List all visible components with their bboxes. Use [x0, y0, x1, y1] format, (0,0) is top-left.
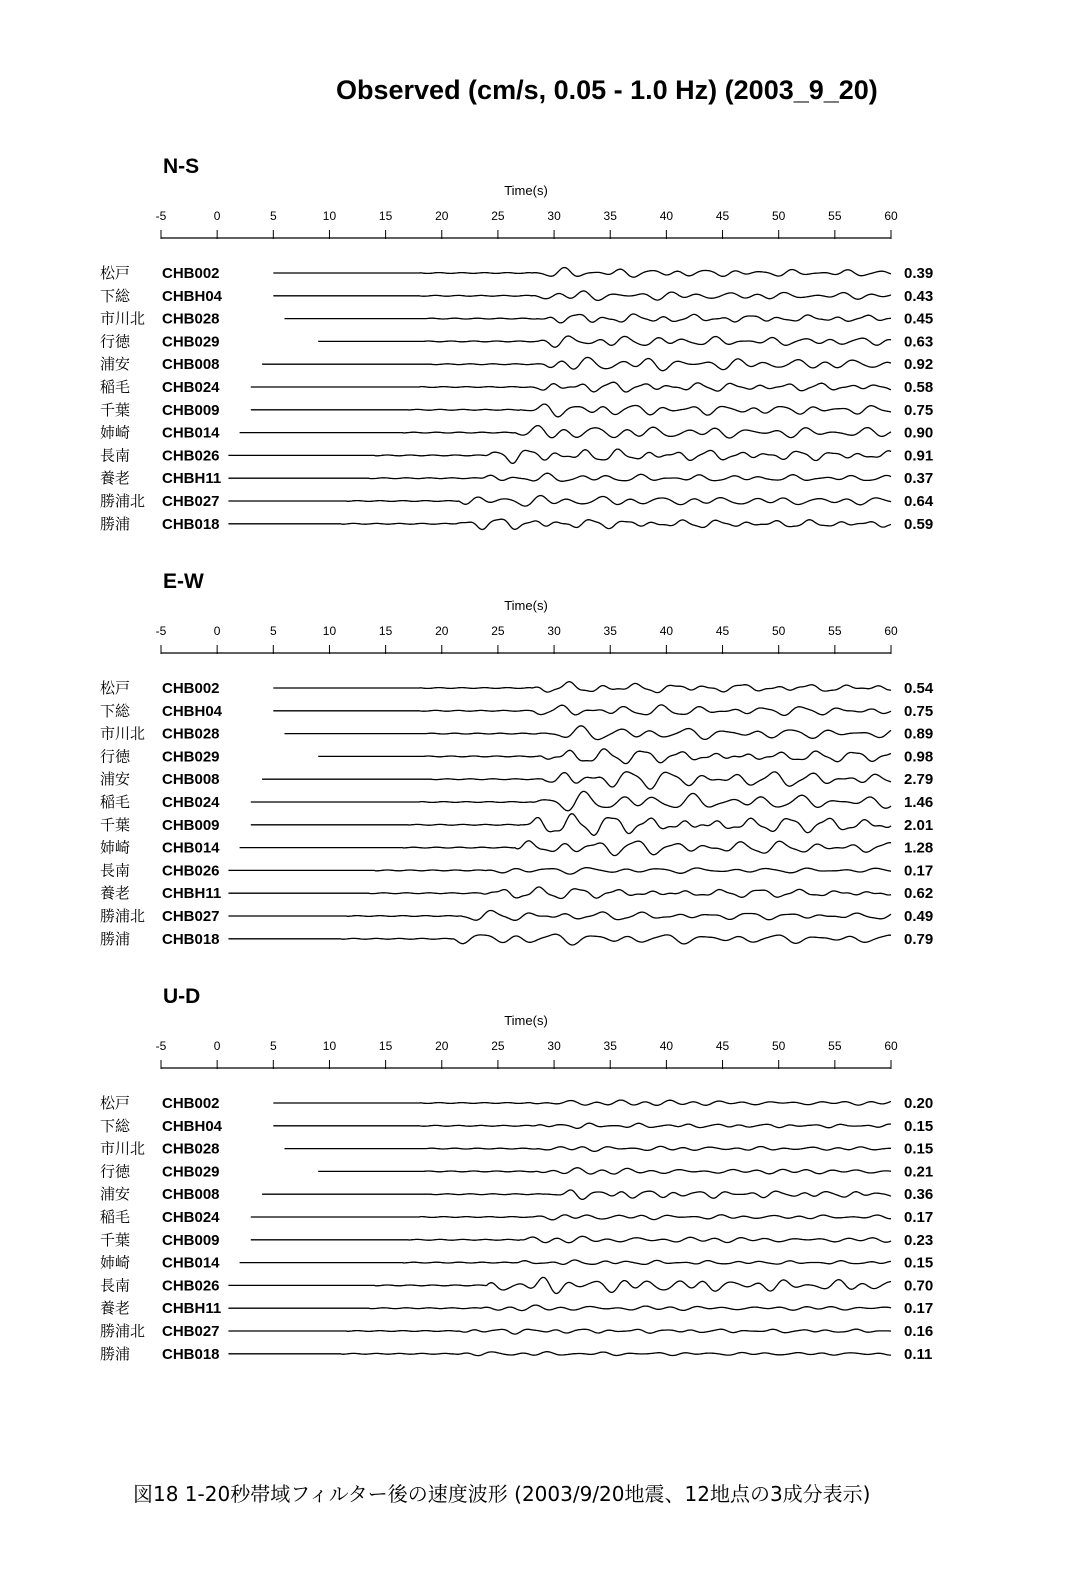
figure-caption: 図18 1-20秒帯域フィルター後の速度波形 (2003/9/20地震、12地点の3成分表示) [133, 1482, 871, 1506]
station-code: CHB002 [162, 265, 220, 282]
station-place: 松戸 [100, 680, 131, 697]
x-tick-label: 55 [828, 1039, 842, 1053]
station-code: CHB008 [162, 356, 220, 374]
station-code: CHB014 [162, 839, 220, 857]
station-code: CHB018 [162, 930, 220, 948]
station-code: CHB009 [162, 401, 220, 419]
peak-amplitude: 0.15 [904, 1254, 934, 1272]
waveform-trace [285, 726, 892, 740]
panel-u-d [100, 985, 933, 1363]
waveform-trace [240, 1260, 891, 1264]
peak-amplitude: 0.45 [904, 310, 934, 328]
waveform-trace [262, 772, 891, 789]
x-tick-label: -5 [155, 1039, 167, 1053]
station-place: 勝浦 [100, 930, 131, 948]
x-tick-label: 40 [659, 1039, 674, 1053]
station-code: CHB028 [162, 725, 220, 743]
x-tick-label: 50 [772, 209, 786, 223]
x-tick-label: 60 [884, 209, 898, 223]
station-place: 下総 [100, 702, 131, 720]
peak-amplitude: 0.59 [904, 515, 934, 533]
x-tick-label: 60 [884, 1039, 898, 1053]
station-place: 行徳 [100, 748, 131, 766]
station-code: CHB018 [162, 1345, 220, 1363]
peak-amplitude: 0.39 [904, 265, 934, 282]
x-tick-label: 30 [547, 209, 561, 223]
station-place: 浦安 [100, 356, 131, 374]
station-code: CHB027 [162, 1323, 220, 1340]
peak-amplitude: 0.36 [904, 1186, 934, 1204]
station-code: CHB029 [162, 1163, 220, 1181]
station-place: 浦安 [100, 1186, 131, 1204]
panel-label: U-D [163, 985, 201, 1008]
waveform-trace [240, 841, 891, 856]
station-place: 勝浦 [100, 1345, 131, 1363]
station-code: CHBH11 [162, 470, 222, 488]
waveform-trace [318, 749, 891, 764]
station-code: CHB009 [162, 816, 220, 834]
station-code: CHB008 [162, 771, 220, 789]
x-tick-label: 35 [603, 209, 617, 223]
x-tick-label: 25 [491, 1039, 505, 1053]
waveform-trace [228, 911, 891, 921]
waveform-trace [251, 1215, 891, 1220]
x-tick-label: -5 [155, 624, 167, 638]
station-place: 稲毛 [100, 794, 131, 811]
x-tick-label: 25 [491, 624, 505, 638]
x-axis-label: Time(s) [504, 1013, 548, 1028]
station-place: 行徳 [100, 333, 131, 351]
waveform-trace [262, 1190, 891, 1199]
station-place: 姉崎 [100, 424, 131, 442]
station-code: CHB008 [162, 1186, 220, 1204]
peak-amplitude: 0.20 [904, 1095, 934, 1112]
waveform-trace [273, 705, 891, 716]
peak-amplitude: 0.64 [904, 493, 934, 510]
waveform-trace [285, 314, 892, 323]
peak-amplitude: 0.23 [904, 1231, 934, 1249]
station-place: 養老 [100, 885, 131, 903]
station-code: CHB024 [162, 794, 220, 811]
peak-amplitude: 2.01 [904, 816, 934, 834]
peak-amplitude: 0.62 [904, 885, 934, 903]
station-place: 養老 [100, 1300, 131, 1318]
x-tick-label: 50 [772, 624, 786, 638]
x-tick-label: 5 [269, 209, 277, 223]
station-code: CHB014 [162, 1254, 220, 1272]
waveform-trace [273, 268, 891, 278]
peak-amplitude: 0.89 [904, 725, 934, 743]
peak-amplitude: 0.21 [904, 1163, 934, 1181]
station-code: CHBH04 [162, 702, 223, 720]
waveform-trace [228, 519, 891, 529]
waveform-trace [273, 1100, 891, 1105]
station-place: 市川北 [100, 725, 146, 743]
station-code: CHBH11 [162, 885, 222, 903]
panel-n-s [100, 155, 934, 533]
station-place: 勝浦北 [100, 1323, 146, 1340]
x-tick-label: 20 [435, 209, 449, 223]
x-tick-label: 35 [603, 624, 617, 638]
x-tick-label: 20 [435, 624, 449, 638]
waveform-trace [273, 1123, 891, 1128]
x-tick-label: 40 [659, 624, 674, 638]
waveform-trace [262, 357, 891, 370]
x-tick-label: 5 [269, 1039, 277, 1053]
x-tick-label: 45 [715, 1039, 730, 1053]
station-place: 姉崎 [100, 1254, 131, 1272]
station-place: 長南 [100, 1277, 131, 1295]
waveform-trace [228, 934, 891, 945]
waveform-trace [228, 1352, 891, 1356]
station-code: CHB009 [162, 1231, 220, 1249]
peak-amplitude: 0.15 [904, 1140, 934, 1158]
station-place: 浦安 [100, 771, 131, 789]
x-tick-label: 10 [322, 1039, 337, 1053]
x-tick-label: 45 [715, 209, 730, 223]
station-code: CHB024 [162, 1209, 220, 1226]
peak-amplitude: 0.15 [904, 1117, 934, 1135]
station-code: CHB029 [162, 333, 220, 351]
peak-amplitude: 0.98 [904, 748, 934, 766]
station-code: CHB028 [162, 310, 220, 328]
station-code: CHB014 [162, 424, 220, 442]
waveform-trace [228, 473, 891, 481]
waveform-trace [228, 496, 891, 507]
station-code: CHB029 [162, 748, 220, 766]
station-place: 養老 [100, 470, 131, 488]
waveform-trace [318, 336, 891, 347]
peak-amplitude: 1.46 [904, 794, 934, 811]
panel-label: N-S [163, 155, 200, 178]
peak-amplitude: 0.90 [904, 424, 934, 442]
peak-amplitude: 0.54 [904, 680, 934, 697]
station-place: 長南 [100, 447, 131, 465]
peak-amplitude: 1.28 [904, 839, 934, 857]
waveform-trace [285, 1146, 892, 1151]
station-place: 姉崎 [100, 839, 131, 857]
station-code: CHB026 [162, 1277, 220, 1295]
peak-amplitude: 0.17 [904, 862, 934, 880]
x-tick-label: 35 [603, 1039, 617, 1053]
waveform-trace [251, 404, 891, 417]
waveform-trace [251, 791, 891, 810]
peak-amplitude: 0.91 [904, 447, 934, 465]
peak-amplitude: 0.17 [904, 1300, 934, 1318]
x-tick-label: 55 [828, 209, 842, 223]
station-code: CHB024 [162, 379, 220, 396]
station-place: 下総 [100, 287, 131, 305]
x-tick-label: 15 [378, 209, 393, 223]
waveform-trace [228, 449, 891, 463]
station-code: CHB002 [162, 1095, 220, 1112]
waveform-trace [273, 291, 891, 301]
x-tick-label: 30 [547, 624, 561, 638]
panel-e-w [100, 570, 934, 948]
figure-title: Observed (cm/s, 0.05 - 1.0 Hz) (2003_9_20) [336, 75, 878, 105]
peak-amplitude: 0.49 [904, 908, 934, 925]
x-tick-label: 40 [659, 209, 674, 223]
x-tick-label: 0 [213, 624, 221, 638]
station-place: 松戸 [100, 1095, 131, 1112]
station-place: 稲毛 [100, 379, 131, 396]
x-tick-label: 15 [378, 1039, 393, 1053]
x-tick-label: 50 [772, 1039, 786, 1053]
station-place: 市川北 [100, 1140, 146, 1158]
waveform-trace [228, 1305, 891, 1311]
x-axis-label: Time(s) [504, 598, 548, 613]
waveform-trace [251, 382, 891, 392]
x-axis-label: Time(s) [504, 183, 548, 198]
station-place: 行徳 [100, 1163, 131, 1181]
x-tick-label: 0 [213, 209, 221, 223]
waveform-trace [228, 887, 891, 899]
x-tick-label: 15 [378, 624, 393, 638]
station-code: CHB018 [162, 515, 220, 533]
station-code: CHBH04 [162, 1117, 223, 1135]
station-place: 長南 [100, 862, 131, 880]
station-code: CHBH11 [162, 1300, 222, 1318]
station-code: CHB026 [162, 862, 220, 880]
panel-label: E-W [163, 570, 204, 593]
waveform-trace [318, 1168, 891, 1174]
station-code: CHB028 [162, 1140, 220, 1158]
station-code: CHB027 [162, 908, 220, 925]
waveform-trace [228, 868, 891, 875]
waveform-trace [251, 814, 891, 836]
station-code: CHB027 [162, 493, 220, 510]
station-place: 稲毛 [100, 1209, 131, 1226]
x-tick-label: 55 [828, 624, 842, 638]
x-tick-label: 5 [269, 624, 277, 638]
peak-amplitude: 0.37 [904, 470, 934, 488]
x-tick-label: 25 [491, 209, 505, 223]
x-tick-label: 30 [547, 1039, 561, 1053]
waveform-trace [273, 682, 891, 693]
peak-amplitude: 0.75 [904, 401, 934, 419]
x-tick-label: 10 [322, 624, 337, 638]
x-tick-label: 20 [435, 1039, 449, 1053]
peak-amplitude: 0.63 [904, 333, 934, 351]
peak-amplitude: 0.58 [904, 379, 934, 396]
peak-amplitude: 0.17 [904, 1209, 934, 1226]
station-place: 千葉 [100, 1231, 131, 1249]
station-code: CHB026 [162, 447, 220, 465]
waveform-trace [228, 1277, 891, 1293]
peak-amplitude: 0.79 [904, 930, 934, 948]
peak-amplitude: 0.43 [904, 287, 934, 305]
station-place: 勝浦北 [100, 908, 146, 925]
station-place: 千葉 [100, 401, 131, 419]
x-tick-label: -5 [155, 209, 167, 223]
x-tick-label: 10 [322, 209, 337, 223]
peak-amplitude: 0.70 [904, 1277, 934, 1295]
station-place: 千葉 [100, 816, 131, 834]
station-code: CHBH04 [162, 287, 223, 305]
station-place: 下総 [100, 1117, 131, 1135]
x-tick-label: 45 [715, 624, 730, 638]
station-code: CHB002 [162, 680, 220, 697]
x-tick-label: 60 [884, 624, 898, 638]
x-tick-label: 0 [213, 1039, 221, 1053]
peak-amplitude: 0.11 [904, 1345, 933, 1363]
waveform-trace [240, 426, 891, 438]
station-place: 勝浦 [100, 515, 131, 533]
station-place: 勝浦北 [100, 493, 146, 510]
station-place: 市川北 [100, 310, 146, 328]
peak-amplitude: 0.92 [904, 356, 934, 374]
waveform-trace [251, 1236, 891, 1242]
peak-amplitude: 0.75 [904, 702, 934, 720]
peak-amplitude: 0.16 [904, 1323, 934, 1340]
peak-amplitude: 2.79 [904, 771, 934, 789]
waveform-trace [228, 1329, 891, 1334]
station-place: 松戸 [100, 265, 131, 282]
